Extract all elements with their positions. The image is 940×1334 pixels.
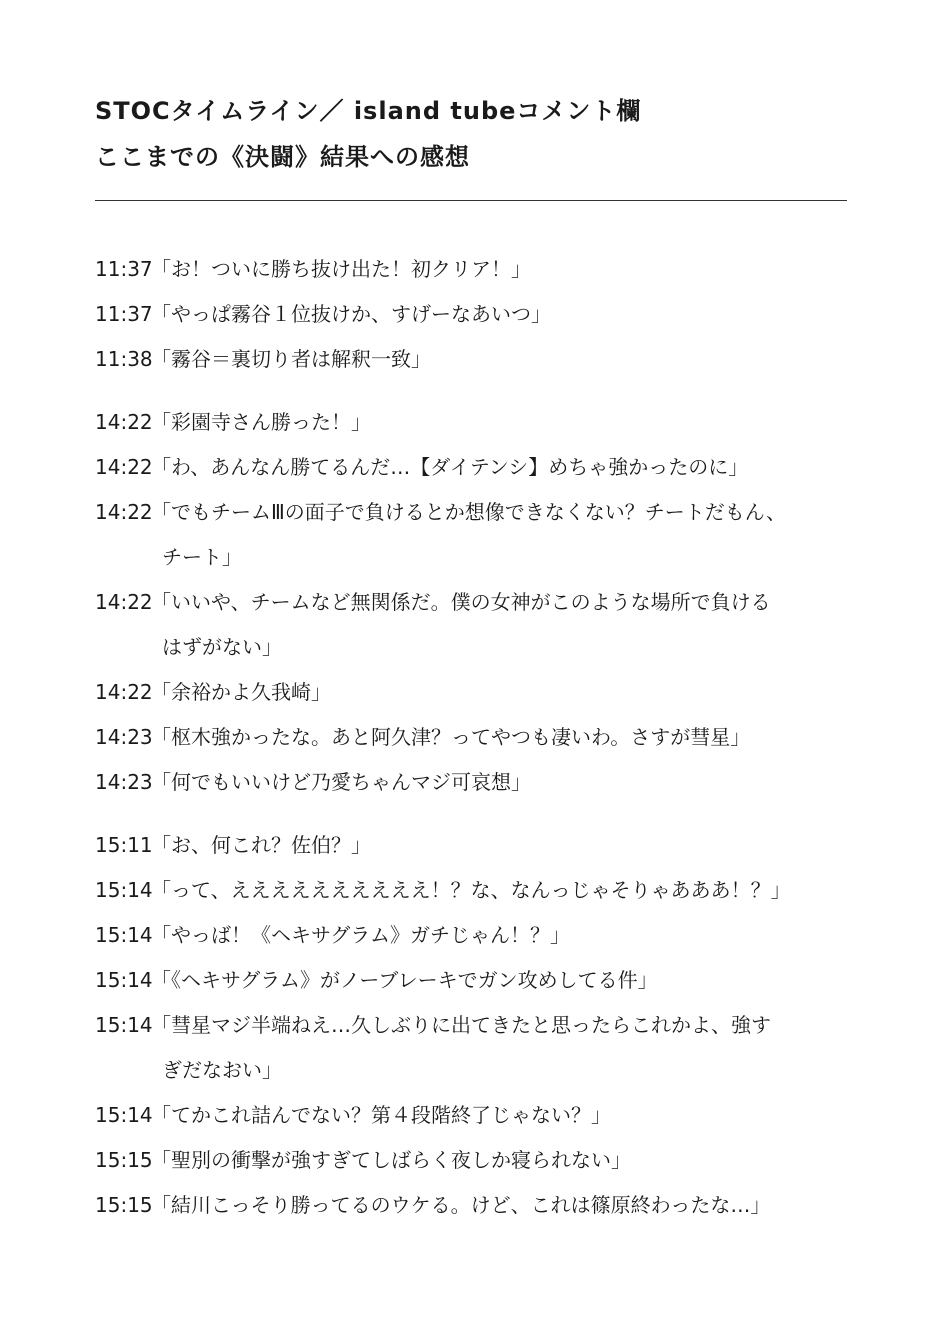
comment-text <box>151 445 875 490</box>
comment-text-line: 「やっば！《ヘキサグラム》ガチじゃん！？」 <box>151 923 570 947</box>
comment-text-line: 「《ヘキサグラム》がノーブレーキでガン攻めしてる件」 <box>151 968 658 992</box>
comment-entry <box>95 1003 875 1093</box>
comment-text <box>151 292 875 337</box>
comment-text-line: 「霧谷＝裏切り者は解釈一致」 <box>151 347 431 371</box>
comment-text-continuation: ぎだなおい」 <box>162 1058 282 1082</box>
comment-text-line: 「枢木強かったな。あと阿久津？ってやつも凄いわ。さすが彗星」 <box>151 725 751 749</box>
comment-entry <box>95 1183 875 1228</box>
comment-entry <box>95 490 875 580</box>
comment-time: 15:15 <box>95 1148 153 1172</box>
comment-text <box>151 913 875 958</box>
comment-entry <box>95 868 875 913</box>
comment-text <box>151 958 875 1003</box>
comment-text <box>151 1138 875 1183</box>
comment-text-line: 「でもチームⅢの面子で負けるとか想像できなくない？チートだもん、 <box>151 500 786 524</box>
comment-time: 15:14 <box>95 968 153 992</box>
comment-entry <box>95 715 875 760</box>
comment-text-line: 「結川こっそり勝ってるのウケる。けど、これは篠原終わったな…」 <box>151 1193 771 1217</box>
comment-group <box>95 823 875 1228</box>
comment-time: 15:14 <box>95 1103 153 1127</box>
comment-time: 15:11 <box>95 833 153 857</box>
comment-text-line: 「彗星マジ半端ねえ…久しぶりに出てきたと思ったらこれかよ、強す <box>151 1013 771 1037</box>
comment-entry <box>95 580 875 670</box>
comment-text <box>151 760 875 805</box>
comment-entry <box>95 1093 875 1138</box>
comment-time: 11:38 <box>95 347 153 371</box>
comment-time: 15:14 <box>95 923 153 947</box>
comment-text <box>151 1183 875 1228</box>
comment-text <box>151 580 875 670</box>
comment-time: 14:23 <box>95 725 153 749</box>
document-header <box>95 88 855 180</box>
comment-text <box>151 670 875 715</box>
comment-text <box>151 337 875 382</box>
comment-group <box>95 400 875 805</box>
comment-text-continuation: チート」 <box>162 545 242 569</box>
comment-time: 14:22 <box>95 455 153 479</box>
comment-time: 14:22 <box>95 500 153 524</box>
comment-time: 14:23 <box>95 770 153 794</box>
comment-text <box>151 247 875 292</box>
comment-text-line: 「余裕かよ久我崎」 <box>151 680 331 704</box>
comment-time: 14:22 <box>95 410 153 434</box>
comment-text-line: 「何でもいいけど乃愛ちゃんマジ可哀想」 <box>151 770 531 794</box>
comment-time: 15:14 <box>95 878 153 902</box>
comment-text-line: 「わ、あんなん勝てるんだ…【ダイテンシ】めちゃ強かったのに」 <box>151 455 749 479</box>
comment-text <box>151 400 875 445</box>
comment-text <box>151 1003 875 1093</box>
comment-time: 15:14 <box>95 1013 153 1037</box>
comment-entry <box>95 400 875 445</box>
comment-text <box>151 1093 875 1138</box>
title-line-2: ここまでの《決闘》結果への感想 <box>95 143 470 171</box>
comment-text-line: 「彩園寺さん勝った！」 <box>151 410 371 434</box>
comment-text-line: 「てかこれ詰んでない？第４段階終了じゃない？」 <box>151 1103 611 1127</box>
comment-text-line: 「お！ついに勝ち抜け出た！初クリア！」 <box>151 257 531 281</box>
comment-text-line: 「お、何これ？佐伯？」 <box>151 833 371 857</box>
comment-entry <box>95 670 875 715</box>
comment-text <box>151 868 875 913</box>
comment-text <box>151 823 875 868</box>
comment-time: 11:37 <box>95 257 153 281</box>
comment-time: 15:15 <box>95 1193 153 1217</box>
title-line-1: STOCタイムライン／ island tubeコメント欄 <box>95 97 642 125</box>
comment-text-line: 「って、ええええええええええ！？な、なんっじゃそりゃあああ！？」 <box>151 878 791 902</box>
comment-group <box>95 247 875 382</box>
comment-timeline <box>95 247 875 1246</box>
comment-entry <box>95 913 875 958</box>
comment-entry <box>95 337 875 382</box>
comment-text-line: 「いいや、チームなど無関係だ。僕の女神がこのような場所で負ける <box>151 590 771 614</box>
comment-text <box>151 490 875 580</box>
comment-entry <box>95 292 875 337</box>
comment-time: 11:37 <box>95 302 153 326</box>
header-divider <box>95 200 847 201</box>
comment-entry <box>95 1138 875 1183</box>
comment-time: 14:22 <box>95 680 153 704</box>
comment-text-continuation: はずがない」 <box>162 635 282 659</box>
comment-text-line: 「聖別の衝撃が強すぎてしばらく夜しか寝られない」 <box>151 1148 631 1172</box>
comment-entry <box>95 823 875 868</box>
comment-text-line: 「やっぱ霧谷１位抜けか、すげーなあいつ」 <box>151 302 551 326</box>
comment-entry <box>95 445 875 490</box>
comment-entry <box>95 247 875 292</box>
comment-entry <box>95 760 875 805</box>
comment-text <box>151 715 875 760</box>
comment-time: 14:22 <box>95 590 153 614</box>
comment-entry <box>95 958 875 1003</box>
